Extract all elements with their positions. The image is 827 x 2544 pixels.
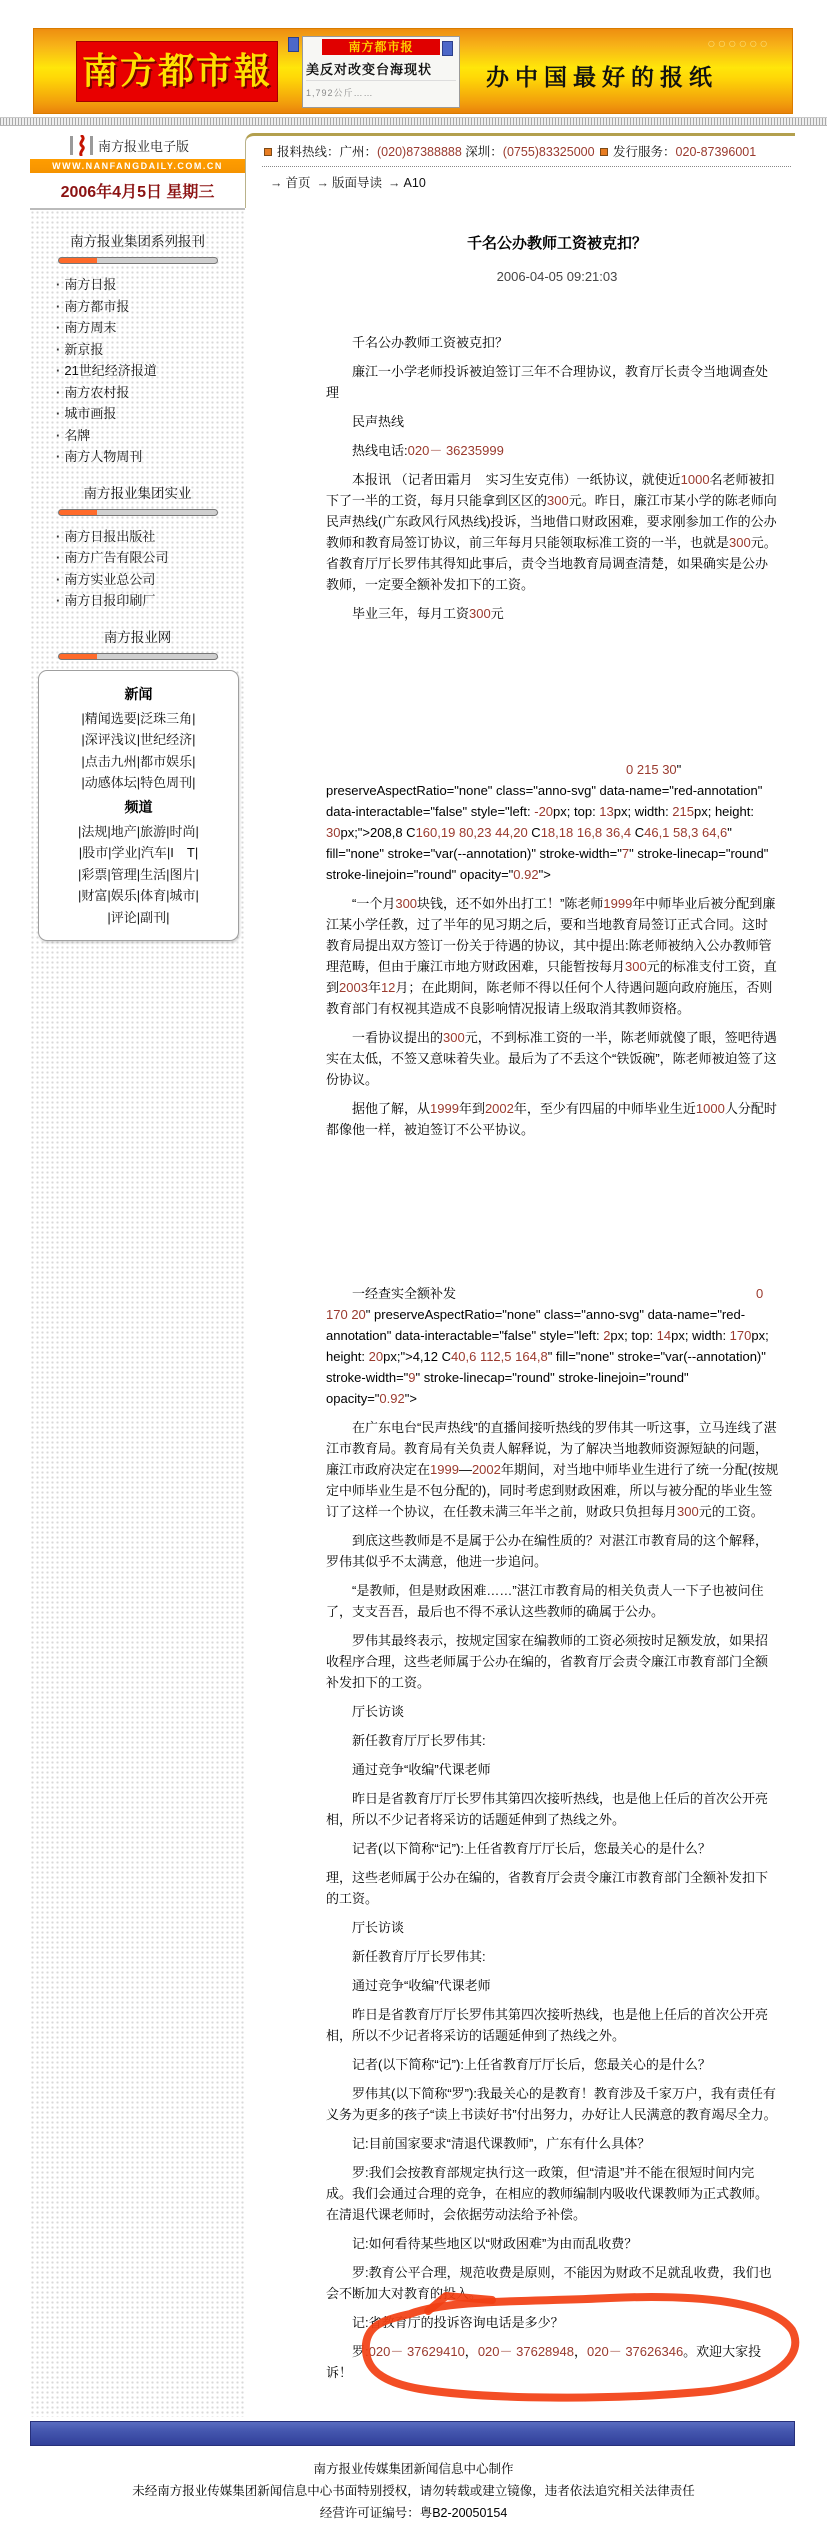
menu-header-channel: 频道 — [124, 798, 153, 815]
article-paragraph: 记:如何看待某些地区以“财政困难”为由而乱收费？ — [352, 2236, 638, 2251]
banner-slogan: 办中国最好的报纸 — [486, 64, 718, 90]
footer-copyright: 未经南方报业传媒集团新闻信息中心书面特别授权，请勿转载或建立镜像，违者依法追究相关法律责任 — [132, 2484, 695, 2498]
article — [245, 208, 795, 2417]
sidebar-item[interactable]: · 21世纪经济报道 — [56, 360, 245, 382]
channel-menu — [43, 821, 234, 929]
hotline-right: 发行服务：020-87396001 — [613, 145, 757, 159]
article-paragraph: 民声热线 — [352, 414, 405, 429]
e-edition-logo — [30, 133, 245, 159]
menu-row[interactable]: |评论|副刊| — [107, 909, 170, 925]
arrow-icon: → — [316, 176, 330, 190]
news-menu — [43, 708, 234, 794]
main — [30, 208, 795, 2417]
article-paragraph: 罗伟其(以下简称“罗”):我最关心的是教育！教育涉及千家万户，我有责任有义务为更多的孩子“读上书读好书”付出努力，办好让人民满意的教育竭尽全力。 — [326, 2086, 777, 2122]
section-divider-bar — [58, 653, 218, 660]
sidebar-section-title: 南方报业集团系列报刊 — [70, 234, 205, 249]
bullet-square-icon — [264, 148, 272, 156]
breadcrumb-link[interactable]: 首页 — [285, 176, 311, 190]
sidebar-section-title: 南方报业集团实业 — [83, 485, 192, 501]
article-paragraph: 热线电话:020－ 36235999 — [352, 443, 504, 458]
sidebar-item[interactable]: · 南方周末 — [56, 317, 245, 339]
menu-header-news: 新闻 — [124, 685, 153, 702]
thumbnail-photo-icon — [442, 41, 453, 56]
breadcrumb-link[interactable]: A10 — [403, 176, 426, 190]
footer-blue-bar — [30, 2421, 795, 2446]
article-paragraph: 一看协议提出的300元，不到标准工资的一半，陈老师就傻了眼，签吧待遇实在太低，不签又意味着失业。最后为了不丢这个“铁饭碗”，陈老师被迫签了这份协议。 — [326, 1030, 777, 1087]
site-menu-box — [38, 670, 239, 942]
sidebar — [30, 208, 245, 2417]
e-edition-label: 南方报业电子版 — [98, 139, 190, 154]
section-divider-bar — [58, 509, 218, 516]
menu-row[interactable]: |法规|地产|旅游|时尚| — [78, 823, 199, 839]
menu-row[interactable]: |彩票|管理|生活|图片| — [78, 866, 199, 882]
front-page-thumbnail — [302, 36, 460, 108]
sidebar-item[interactable]: · 南方都市报 — [56, 296, 245, 318]
sidebar-item[interactable]: · 城市画报 — [56, 403, 245, 425]
hotline-bar — [262, 142, 791, 167]
article-paragraph: 据他了解，从1999年到2002年，至少有四届的中师毕业生近1000人分配时都像他一样，被迫签订不公平协议。 — [326, 1101, 777, 1137]
article-paragraph: 在广东电台“民声热线”的直播间接听热线的罗伟其一听这事，立马连线了湛江市教育局。教育局有关负责人解释说，为了解决当地教师资源短缺的问题，廉江市政府决定在1999—2002年期间，对当地中师毕业生进行了统一分配(按规定中师毕业生是不包分配的)，同时考虑到财政困难，所以与被分配的毕业生签订了这样一个协议，在任教未满三年半之前，财政只负担每月300元的工资。 — [326, 1420, 779, 1519]
sidebar-item[interactable]: · 南方日报出版社 — [56, 526, 245, 548]
breadcrumb — [262, 167, 791, 193]
sidebar-section-title: 南方报业网 — [103, 629, 172, 645]
site-url: WWW.NANFANGDAILY.COM.CN — [30, 159, 245, 173]
sidebar-item[interactable]: · 新京报 — [56, 339, 245, 361]
ribbed-divider — [0, 117, 827, 126]
article-paragraph: 记者(以下简称“记”):上任省教育厅厅长后，您最关心的是什么？ — [352, 2057, 711, 2072]
menu-row[interactable]: |动感体坛|特色周刊| — [81, 775, 196, 790]
article-paragraph: 本报讯 （记者田霜月 实习生安克伟）一纸协议，就使近1000名老师被扣下了一半的工资，每月只能拿到区区的300元。昨日，廉江市某小学的陈老师向民声热线(广东政风行风热线)投诉，当地借口财政困难，要求刚参加工作的公办教师和教育局签订协议，前三年每月只能领取标准工资的一半，也就是300元。省教育厅厅长罗伟其得知此事后，责令当地教育局调查清楚，如果确实是公办教师，一定要全额补发扣下的工资。 — [326, 472, 777, 592]
article-paragraph: 罗:我们会按教育部规定执行这一政策，但“清退”并不能在很短时间内完成。我们会通过合理的竞争，在相应的教师编制内吸收代课教师为正式教师。在清退代课老师时，会依据劳动法给予补偿。 — [326, 2165, 769, 2222]
sidebar-item[interactable]: · 南方日报 — [56, 274, 245, 296]
article-paragraph: 千名公办教师工资被克扣？ — [352, 335, 509, 350]
article-paragraph: “一个月300块钱，还不如外出打工！”陈老师1999年中师毕业后被分配到廉江某小学任教，过了半年的见习期之后，要和当地教育局签订正式合同。这时教育局提出双方签订一份关于待遇的协议，其中提出:陈老师被纳入公办教师管理范畴，但由于廉江市地方财政困难，只能暂按每月300元的标准支付工资，直到2003年12月；在此期间，陈老师不得以任何个人待遇问题向政府施压，否则教育部门有权视其造成不良影响情况报请上级取消其教师资格。 — [326, 896, 777, 1016]
footer-credit: 南方报业传媒集团新闻信息中心制作 — [313, 2462, 514, 2476]
footer — [0, 2446, 827, 2544]
header — [30, 133, 795, 208]
sidebar-item[interactable]: · 南方人物周刊 — [56, 446, 245, 468]
sidebar-item[interactable]: · 南方实业总公司 — [56, 569, 245, 591]
thumbnail-subline: 1,792公斤…… — [306, 88, 374, 98]
site-identity — [30, 133, 245, 208]
article-paragraph: 一经查实全额补发 0 170 20" preserveAspectRatio="none" class="anno-svg" data-name="red-annotation" data-interactable="false" style="left: 2px; top: 14px; width: 170px; height: 20px;">4,12 C40,6 112,5 164,8" fill="none" stroke="var(--annotation)" stroke-width="9" stroke-linecap="round" stroke-linejoin="round" opacity="0.92"> — [326, 1286, 769, 1406]
sidebar-item[interactable]: · 名牌 — [56, 425, 245, 447]
article-paragraph: “是教师，但是财政困难……”湛江市教育局的相关负责人一下子也被问住了，支支吾吾，最后也不得不承认这些教师的确属于公办。 — [326, 1583, 764, 1619]
article-paragraph: 通过竞争“收编”代课老师 — [352, 1978, 491, 1993]
article-paragraph: 新任教育厅厅长罗伟其: — [352, 1949, 486, 1964]
footer-license: 经营许可证编号：粤B2-20050154 — [319, 2506, 508, 2520]
circled-hotline-block — [326, 2312, 779, 2383]
publication-list — [56, 274, 245, 468]
menu-row[interactable]: |财富|娱乐|体育|城市| — [78, 888, 199, 903]
thumbnail-photo-icon — [288, 37, 299, 52]
breadcrumb-link[interactable]: 版面导读 — [332, 176, 383, 190]
article-paragraph: 厅长访谈 — [352, 1920, 405, 1935]
article-datetime: 2006-04-05 09:21:03 — [496, 269, 618, 284]
article-paragraph: 罗:教育公平合理，规范收费是原则，不能因为财政不足就乱收费，我们也会不断加大对教育的投入。 — [326, 2265, 772, 2301]
newspaper-logo: 南方都市報 — [76, 41, 278, 102]
article-paragraph: 昨日是省教育厅厅长罗伟其第四次接听热线，也是他上任后的首次公开亮相，所以不少记者将采访的话题延伸到了热线之外。 — [326, 1791, 769, 1827]
flame-icon — [70, 135, 93, 156]
sidebar-item[interactable]: · 南方广告有限公司 — [56, 547, 245, 569]
article-paragraph: 记:目前国家要求“清退代课教师”，广东有什么具体？ — [352, 2136, 651, 2151]
article-paragraph: 记:省教育厅的投诉咨询电话是多少？ — [352, 2315, 564, 2330]
article-paragraph: 记者(以下简称“记”):上任省教育厅厅长后，您最关心的是什么？ — [352, 1841, 711, 1856]
article-paragraph: 通过竞争“收编”代课老师 — [352, 1762, 491, 1777]
arrow-icon: → — [270, 176, 283, 190]
banner-decoration: ○○○○○○ — [707, 35, 770, 51]
hotline-left: 报料热线：广州：(020)87388888 深圳：(0755)83325000 — [277, 145, 595, 159]
section-divider-bar — [58, 257, 218, 264]
article-paragraph: 罗伟其最终表示，按规定国家在编教师的工资必须按时足额发放，如果招收程序合理，这些老师属于公办在编的，省教育厅会责令廉江市教育部门全额补发扣下的工资。 — [326, 1633, 769, 1690]
article-paragraph: 到底这些教师是不是属于公办在编性质的？对湛江市教育局的这个解释，罗伟其似乎不太满意，他进一步追问。 — [326, 1533, 769, 1569]
top-banner — [33, 28, 793, 114]
sidebar-item[interactable]: · 南方日报印刷厂 — [56, 590, 245, 612]
arrow-icon: → — [388, 176, 401, 190]
menu-row[interactable]: |点击九州|都市娱乐| — [81, 753, 196, 769]
menu-row[interactable]: |深评浅议|世纪经济| — [81, 732, 196, 747]
thumbnail-headline: 美反对改变台海现状 — [306, 59, 456, 81]
article-title: 千名公办教师工资被克扣？ — [466, 235, 647, 252]
sidebar-item[interactable]: · 南方农村报 — [56, 382, 245, 404]
article-paragraph: 理，这些老师属于公办在编的，省教育厅会责令廉江市教育部门全额补发扣下的工资。 — [326, 1870, 769, 1906]
article-paragraph: 昨日是省教育厅厅长罗伟其第四次接听热线，也是他上任后的首次公开亮相，所以不少记者将采访的话题延伸到了热线之外。 — [326, 2007, 769, 2043]
menu-row[interactable]: |精闻选要|泛珠三角| — [81, 710, 196, 726]
menu-row[interactable]: |股市|学业|汽车|I T| — [78, 845, 199, 860]
header-info — [245, 133, 795, 208]
article-body — [245, 332, 789, 2383]
article-paragraph: 新任教育厅厅长罗伟其: — [352, 1733, 486, 1748]
bullet-square-icon — [600, 148, 608, 156]
article-paragraph: 厅长访谈 — [352, 1704, 405, 1719]
article-paragraph: 廉江一小学老师投诉被迫签订三年不合理协议，教育厅长责令当地调查处理 — [326, 364, 769, 400]
article-paragraph: 罗:020－ 37629410，020－ 37628948，020－ 37626346。欢迎大家投诉！ — [326, 2344, 762, 2380]
thumbnail-masthead: 南方都市报 — [322, 39, 440, 55]
industry-list — [56, 526, 245, 612]
date-display: 2006年4月5日 星期三 — [60, 184, 215, 201]
article-paragraph: 毕业三年，每月工资300元0 215 30" preserveAspectRatio="none" class="anno-svg" data-name="red-annotation" data-interactable="false" style="left: -20px; top: 13px; width: 215px; height: 30px;">208,8 C160,19 80,23 44,20 C18,18 16,8 36,4 C46,1 58,3 64,6" fill="none" stroke="var(--annotation)" stroke-width="7" stroke-linecap="round" stroke-linejoin="round" opacity="0.92"> — [326, 606, 769, 882]
